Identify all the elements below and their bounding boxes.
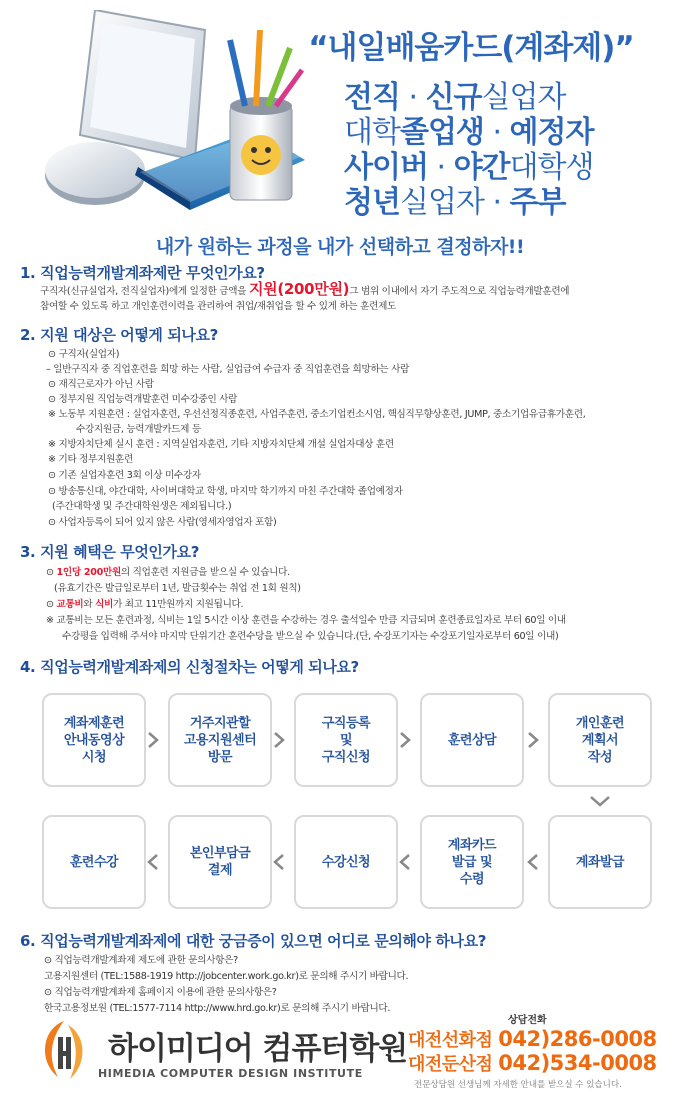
highlight-text: 1인당 200만원 — [56, 567, 121, 578]
section-6-title: 6. 직업능력개발계좌제에 대한 궁금증이 있으면 어디로 문의해야 하나요? — [20, 932, 487, 950]
benefit-line: ※ 교통비는 모든 훈련과정, 식비는 1일 5시간 이상 훈련을 수강하는 경우 출석일수 만큼 지급되며 훈련종료일자로 부터 60일 이내 — [46, 615, 566, 626]
text: 그 범위 이내에서 자기 주도적으로 직업능력개발훈련에 — [349, 286, 570, 297]
flow-step: 훈련상담 — [420, 693, 524, 787]
target-sep: · — [399, 80, 426, 115]
eligibility-line: ⊙ 구직자(실업자) — [48, 349, 120, 360]
eligibility-line: 수강지원금, 능력개발카드제 등 — [76, 424, 201, 435]
benefit-line: (유효기간은 발급일로부터 1년, 발급횟수는 취업 전 1회 원칙) — [54, 583, 301, 594]
flow-step: 거주지관할 고용지원센터 방문 — [168, 693, 272, 787]
chevron-left-icon — [398, 853, 412, 871]
flow-step: 개인훈련 계획서 작성 — [548, 693, 652, 787]
eligibility-line: ※ 지방자치단체 실시 훈련 : 지역실업자훈련, 기타 지방자치단체 개설 실업자대상 훈련 — [48, 439, 394, 450]
flow-step: 계좌발급 — [548, 815, 652, 909]
target-line-4 — [344, 185, 664, 220]
flow-step: 계좌제훈련 안내동영상 시청 — [42, 693, 146, 787]
target-text: 대학 — [344, 115, 400, 150]
branch-2-contact — [408, 1050, 657, 1076]
chevron-left-icon — [526, 853, 540, 871]
eligibility-line: ※ 노동부 지원훈련 : 실업자훈련, 우선선정직종훈련, 사업주훈련, 중소기업컨소시엄, 핵심직무향상훈련, JUMP, 중소기업유급휴가훈련, — [48, 409, 586, 420]
target-text: 신규 — [425, 80, 482, 115]
chevron-right-icon — [146, 731, 160, 749]
target-groups — [344, 80, 664, 220]
himedia-logo-icon — [28, 1015, 98, 1085]
benefit-line — [46, 598, 243, 612]
target-line-3 — [344, 150, 664, 185]
contact-title: 상담전화 — [508, 1015, 547, 1026]
section-1-title: 1. 직업능력개발계좌제란 무엇인가요? — [20, 264, 265, 282]
chevron-down-icon — [589, 794, 611, 808]
contact-info-line: 한국고용정보원 (TEL:1577-7114 http://www.hrd.go.kr)로 문의해 주시기 바랍니다. — [44, 1003, 391, 1014]
target-text: 졸업생 — [399, 115, 484, 150]
eligibility-line: ⊙ 사업자등록이 되어 있지 않은 사람(영세자영업자 포함) — [48, 517, 277, 528]
target-text: 야간 — [453, 150, 510, 185]
target-text: 예정자 — [509, 115, 594, 150]
chevron-left-icon — [146, 853, 160, 871]
chevron-right-icon — [398, 731, 412, 749]
eligibility-line: ⊙ 방송통신대, 야간대학, 사이버대학교 학생, 마지막 학기까지 마친 주간대학 졸업예정자 — [48, 486, 403, 497]
support-amount-highlight: 지원(200만원) — [248, 280, 350, 298]
hero-title: “내일배움카드(계좌제)” — [308, 30, 634, 66]
branch-name: 대전선화점 — [408, 1030, 493, 1051]
eligibility-line: – 일반구직자 중 직업훈련을 희망 하는 사람, 실업급여 수급자 중 직업훈련을 희망하는 사람 — [46, 364, 410, 375]
contact-info-line: ⊙ 직업능력개발계좌제 제도에 관한 문의사항은? — [44, 955, 238, 966]
text: 가 최고 11만원까지 지원됩니다. — [113, 599, 244, 610]
eligibility-line: (주간대학생 및 주간대학원생은 제외됩니다.) — [52, 501, 232, 512]
chevron-right-icon — [272, 731, 286, 749]
branch-name: 대전둔산점 — [408, 1054, 493, 1075]
highlight-text: 식비 — [95, 599, 114, 610]
text: 의 직업훈련 지원금을 받으실 수 있습니다. — [120, 567, 290, 578]
target-sep: · — [483, 185, 510, 220]
section-1-line-1 — [40, 282, 569, 299]
text: ⊙ — [46, 567, 57, 578]
section-3-title: 3. 지원 혜택은 무엇인가요? — [20, 543, 200, 561]
target-sep: · — [483, 115, 510, 150]
target-line-1 — [344, 80, 664, 115]
flow-step: 구직등록 및 구직신청 — [294, 693, 398, 787]
chevron-right-icon — [526, 731, 540, 749]
eligibility-line: ※ 기타 정부지원훈련 — [48, 454, 133, 465]
branch-1-contact — [408, 1026, 657, 1052]
text: ⊙ — [46, 599, 57, 610]
text: 와 — [83, 599, 96, 610]
flow-step: 수강신청 — [294, 815, 398, 909]
eligibility-line: ⊙ 정부지원 직업능력개발훈련 미수강중인 사람 — [48, 394, 238, 405]
target-text: 청년 — [344, 185, 400, 220]
academy-name: 하이미디어 컴퓨터학원 — [108, 1031, 408, 1067]
eligibility-line: ⊙ 기존 실업자훈련 3회 이상 미수강자 — [48, 470, 201, 481]
eligibility-line: ⊙ 재직근로자가 아닌 사람 — [48, 379, 154, 390]
flow-step: 계좌카드 발급 및 수령 — [420, 815, 524, 909]
contact-info-line: 고용지원센터 (TEL:1588-1919 http://jobcenter.work.go.kr)로 문의해 주시기 바랍니다. — [44, 971, 409, 982]
branch-phone: 042)534-0008 — [498, 1051, 657, 1075]
target-text: 주부 — [509, 185, 566, 220]
academy-name-english: HIMEDIA COMPUTER DESIGN INSTITUTE — [98, 1067, 363, 1080]
flow-step: 훈련수강 — [42, 815, 146, 909]
target-text: 실업자 — [481, 80, 566, 115]
contact-note: 전문상담원 선생님께 자세한 안내를 받으실 수 있습니다. — [414, 1080, 622, 1090]
benefit-line — [46, 566, 290, 580]
benefit-line: 수강평을 입력해 주셔야 마지막 단위기간 훈련수당을 받으실 수 있습니다.(단, 수강포기자는 수강포기일자로부터 60일 이내) — [62, 631, 559, 642]
academy-logo — [28, 1015, 408, 1090]
target-text: 사이버 — [344, 150, 428, 185]
highlight-text: 교통비 — [56, 599, 84, 610]
target-line-2 — [344, 115, 664, 150]
hero-banner — [0, 0, 680, 220]
chevron-left-icon — [272, 853, 286, 871]
section-2-title: 2. 지원 대상은 어떻게 되나요? — [20, 326, 218, 344]
target-text: 전직 — [344, 80, 400, 115]
section-4-title: 4. 직업능력개발계좌제의 신청절차는 어떻게 되나요? — [20, 658, 359, 676]
target-sep: · — [427, 150, 454, 185]
contact-info-line: ⊙ 직업능력개발계좌제 홈페이지 이용에 관한 문의사항은? — [44, 987, 277, 998]
text: 구직자(신규실업자, 전직실업자)에게 일정한 금액을 — [40, 286, 249, 297]
branch-phone: 042)286-0008 — [498, 1027, 657, 1051]
target-text: 실업자 — [399, 185, 484, 220]
slogan: 내가 원하는 과정을 내가 선택하고 결정하자!! — [155, 236, 525, 258]
target-text: 대학생 — [509, 150, 594, 185]
section-1-line-2: 참여할 수 있도록 하고 개인훈련이력을 관리하여 취업/재취업을 할 수 있게 하는 훈련제도 — [40, 301, 397, 312]
flow-step: 본인부담금 결제 — [168, 815, 272, 909]
